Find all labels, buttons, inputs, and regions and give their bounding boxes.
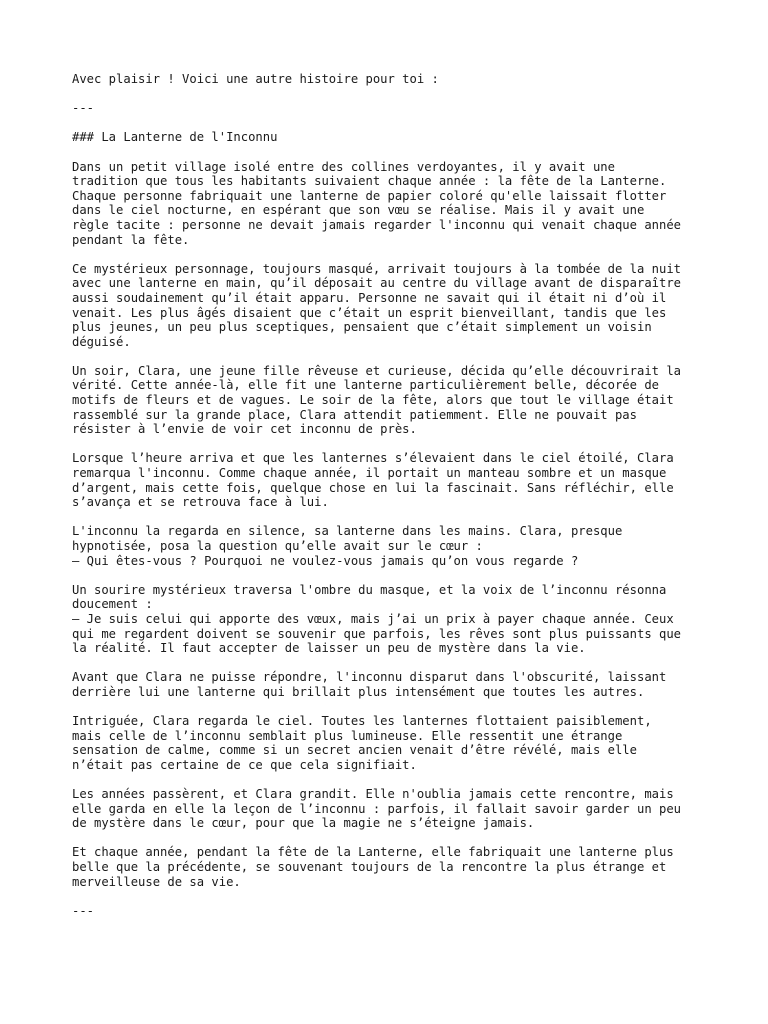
story-paragraph-5: L'inconnu la regarda en silence, sa lanterne dans les mains. Clara, presque hypnotisée, posa la question qu’elle avait sur le cœur : – Qui êtes-vous ? Pourquoi ne voulez-vous jamais qu’on vous regarde ? <box>72 524 623 568</box>
separator-bottom: --- <box>72 903 95 918</box>
story-paragraph-2: Ce mystérieux personnage, toujours masqué, arrivait toujours à la tombée de la nuit avec une lanterne en main, qu’il déposait au centre du village avant de disparaître aussi soudainement qu’il était apparu. Personne ne savait qui il était ni d’où il venait. Les plus âgés disaient que c’était un esprit bienveillant, tandis que les plus jeunes, un peu plus sceptiques, pensaient que c’était simplement un voisin déguisé. <box>72 261 682 349</box>
separator-top: --- <box>72 101 95 116</box>
story-paragraph-3: Un soir, Clara, une jeune fille rêveuse et curieuse, décida qu’elle découvrirait la vérité. Cette année-là, elle fit une lanterne particulièrement belle, décorée de motifs de fleurs et de vagues. Le soir de la fête, alors que tout le village était rassemblé sur la grande place, Clara attendit patiemment. Elle ne pouvait pas résister à l’envie de voir cet inconnu de près. <box>72 363 682 437</box>
document-page <box>72 72 712 933</box>
story-paragraph-8: Intriguée, Clara regarda le ciel. Toutes les lanternes flottaient paisiblement, mais celle de l’inconnu semblait plus lumineuse. Elle ressentit une étrange sensation de calme, comme si un secret ancien venait d’être révélé, mais elle n’était pas certaine de ce que cela signifiait. <box>72 714 652 772</box>
story-paragraph-1: Dans un petit village isolé entre des collines verdoyantes, il y avait une tradition que tous les habitants suivaient chaque année : la fête de la Lanterne. Chaque personne fabriquait une lanterne de papier coloré qu'elle laissait flotter dans le ciel nocturne, en espérant que son vœu se réalise. Mais il y avait une règle tacite : personne ne devait jamais regarder l'inconnu qui venait chaque année pendant la fête. <box>72 159 682 247</box>
story-paragraph-10: Et chaque année, pendant la fête de la Lanterne, elle fabriquait une lanterne plus belle que la précédente, se souvenant toujours de la rencontre la plus étrange et merveilleuse de sa vie. <box>72 845 674 889</box>
story-heading: ### La Lanterne de l'Inconnu <box>72 130 278 145</box>
story-paragraph-7: Avant que Clara ne puisse répondre, l'inconnu disparut dans l'obscurité, laissant derrière lui une lanterne qui brillait plus intensément que toutes les autres. <box>72 670 667 699</box>
story-paragraph-4: Lorsque l’heure arriva et que les lanternes s’élevaient dans le ciel étoilé, Clara remarqua l'inconnu. Comme chaque année, il portait un manteau sombre et un masque d’argent, mais cette fois, quelque chose en lui la fascinait. Sans réfléchir, elle s’avança et se retrouva face à lui. <box>72 451 674 510</box>
story-paragraph-6: Un sourire mystérieux traversa l'ombre du masque, et la voix de l’inconnu résonna doucement : – Je suis celui qui apporte des vœux, mais j’ai un prix à payer chaque année. Ceux qui me regardent doivent se souvenir que parfois, les rêves sont plus puissants que la réalité. Il faut accepter de laisser un peu de mystère dans la vie. <box>72 582 682 656</box>
intro-line: Avec plaisir ! Voici une autre histoire pour toi : <box>72 72 439 86</box>
story-paragraph-9: Les années passèrent, et Clara grandit. Elle n'oublia jamais cette rencontre, mais elle garda en elle la leçon de l’inconnu : parfois, il fallait savoir garder un peu de mystère dans le cœur, pour que la magie ne s’éteigne jamais. <box>72 787 682 831</box>
